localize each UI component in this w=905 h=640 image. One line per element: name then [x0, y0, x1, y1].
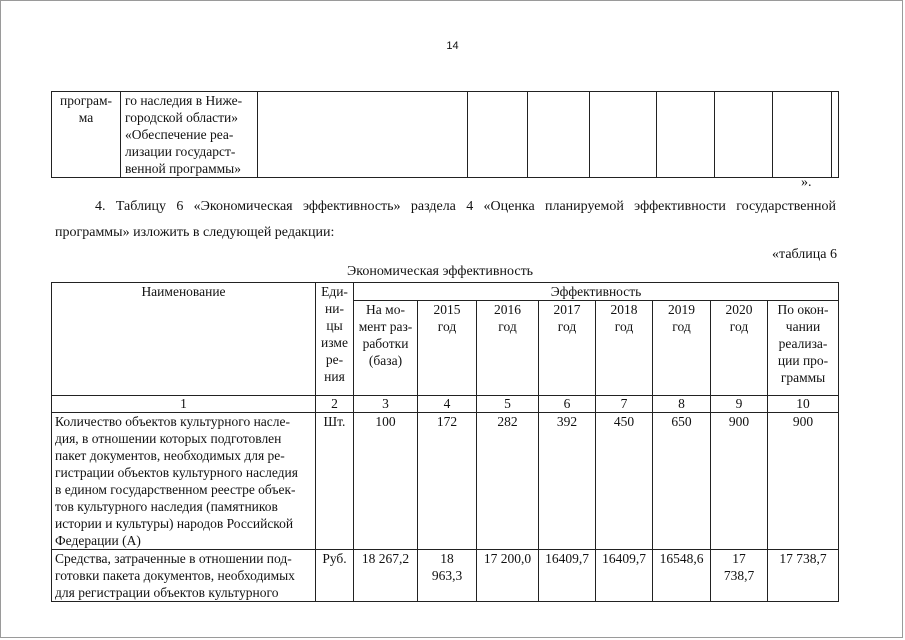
header-year-2015: 2015 год — [418, 301, 477, 396]
column-number: 7 — [596, 396, 653, 413]
column-number: 8 — [653, 396, 711, 413]
table-reference: «таблица 6 — [772, 247, 837, 262]
value-cell: 17 200,0 — [477, 550, 539, 602]
column-number: 9 — [711, 396, 768, 413]
value-cell: 100 — [354, 413, 418, 550]
closing-quote: ». — [801, 175, 812, 190]
header-year-2020: 2020 год — [711, 301, 768, 396]
header-year-2019: 2019 год — [653, 301, 711, 396]
empty-cell — [258, 92, 468, 178]
header-efficiency: Эффективность — [354, 283, 839, 301]
header-year-2017: 2017 год — [539, 301, 596, 396]
value-cell: 17 738,7 — [711, 550, 768, 602]
header-year-2018: 2018 год — [596, 301, 653, 396]
empty-cell — [468, 92, 528, 178]
empty-cell — [773, 92, 832, 178]
empty-cell — [590, 92, 657, 178]
row-name-cell: Количество объектов культурного насле- дия, в отношении которых подготовлен пакет документов, необходимых для ре- гистрации объектов культурного наследия в едином государственном реестре объек- тов культурного наследия (памятников истории и культуры) народов Российской Федерации (А) — [52, 413, 316, 550]
value-cell: 900 — [768, 413, 839, 550]
empty-cell — [832, 92, 839, 178]
page-number: 14 — [446, 40, 459, 52]
column-number-row — [52, 396, 839, 413]
table-row — [52, 550, 839, 602]
value-cell: 16548,6 — [653, 550, 711, 602]
value-cell: 18 963,3 — [418, 550, 477, 602]
header-unit: Еди- ни- цы изме ре- ния — [316, 283, 354, 396]
column-number: 2 — [316, 396, 354, 413]
value-cell: 18 267,2 — [354, 550, 418, 602]
column-number: 4 — [418, 396, 477, 413]
header-end-of-program: По окон- чании реализа- ции про- граммы — [768, 301, 839, 396]
empty-cell — [657, 92, 715, 178]
value-cell: 392 — [539, 413, 596, 550]
table-title: Экономическая эффективность — [347, 264, 534, 279]
empty-cell — [715, 92, 773, 178]
row-unit-cell: Шт. — [316, 413, 354, 550]
header-base: На мо- мент раз- работки (база) — [354, 301, 418, 396]
program-label-cell: програм- ма — [52, 92, 121, 178]
value-cell: 16409,7 — [539, 550, 596, 602]
value-cell: 650 — [653, 413, 711, 550]
value-cell: 450 — [596, 413, 653, 550]
value-cell: 17 738,7 — [768, 550, 839, 602]
paragraph-line-2: программы» изложить в следующей редакции: — [55, 225, 335, 240]
column-number: 6 — [539, 396, 596, 413]
column-number: 3 — [354, 396, 418, 413]
program-name-cell: го наследия в Ниже- городской области» «Обеспечение реа- лизации государст- венной программы» — [121, 92, 258, 178]
header-year-2016: 2016 год — [477, 301, 539, 396]
value-cell: 282 — [477, 413, 539, 550]
table-row — [52, 413, 839, 550]
header-name: Наименование — [52, 283, 316, 396]
column-number: 1 — [52, 396, 316, 413]
row-unit-cell: Руб. — [316, 550, 354, 602]
value-cell: 16409,7 — [596, 550, 653, 602]
column-number: 5 — [477, 396, 539, 413]
value-cell: 900 — [711, 413, 768, 550]
continued-program-table — [51, 91, 839, 178]
row-name-cell: Средства, затраченные в отношении под- готовки пакета документов, необходимых для регистрации объектов культурного — [52, 550, 316, 602]
value-cell: 172 — [418, 413, 477, 550]
empty-cell — [528, 92, 590, 178]
paragraph-line-1: 4. Таблицу 6 «Экономическая эффективность» раздела 4 «Оценка планируемой эффективности государственной — [95, 199, 836, 214]
economic-efficiency-table — [51, 282, 839, 602]
column-number: 10 — [768, 396, 839, 413]
